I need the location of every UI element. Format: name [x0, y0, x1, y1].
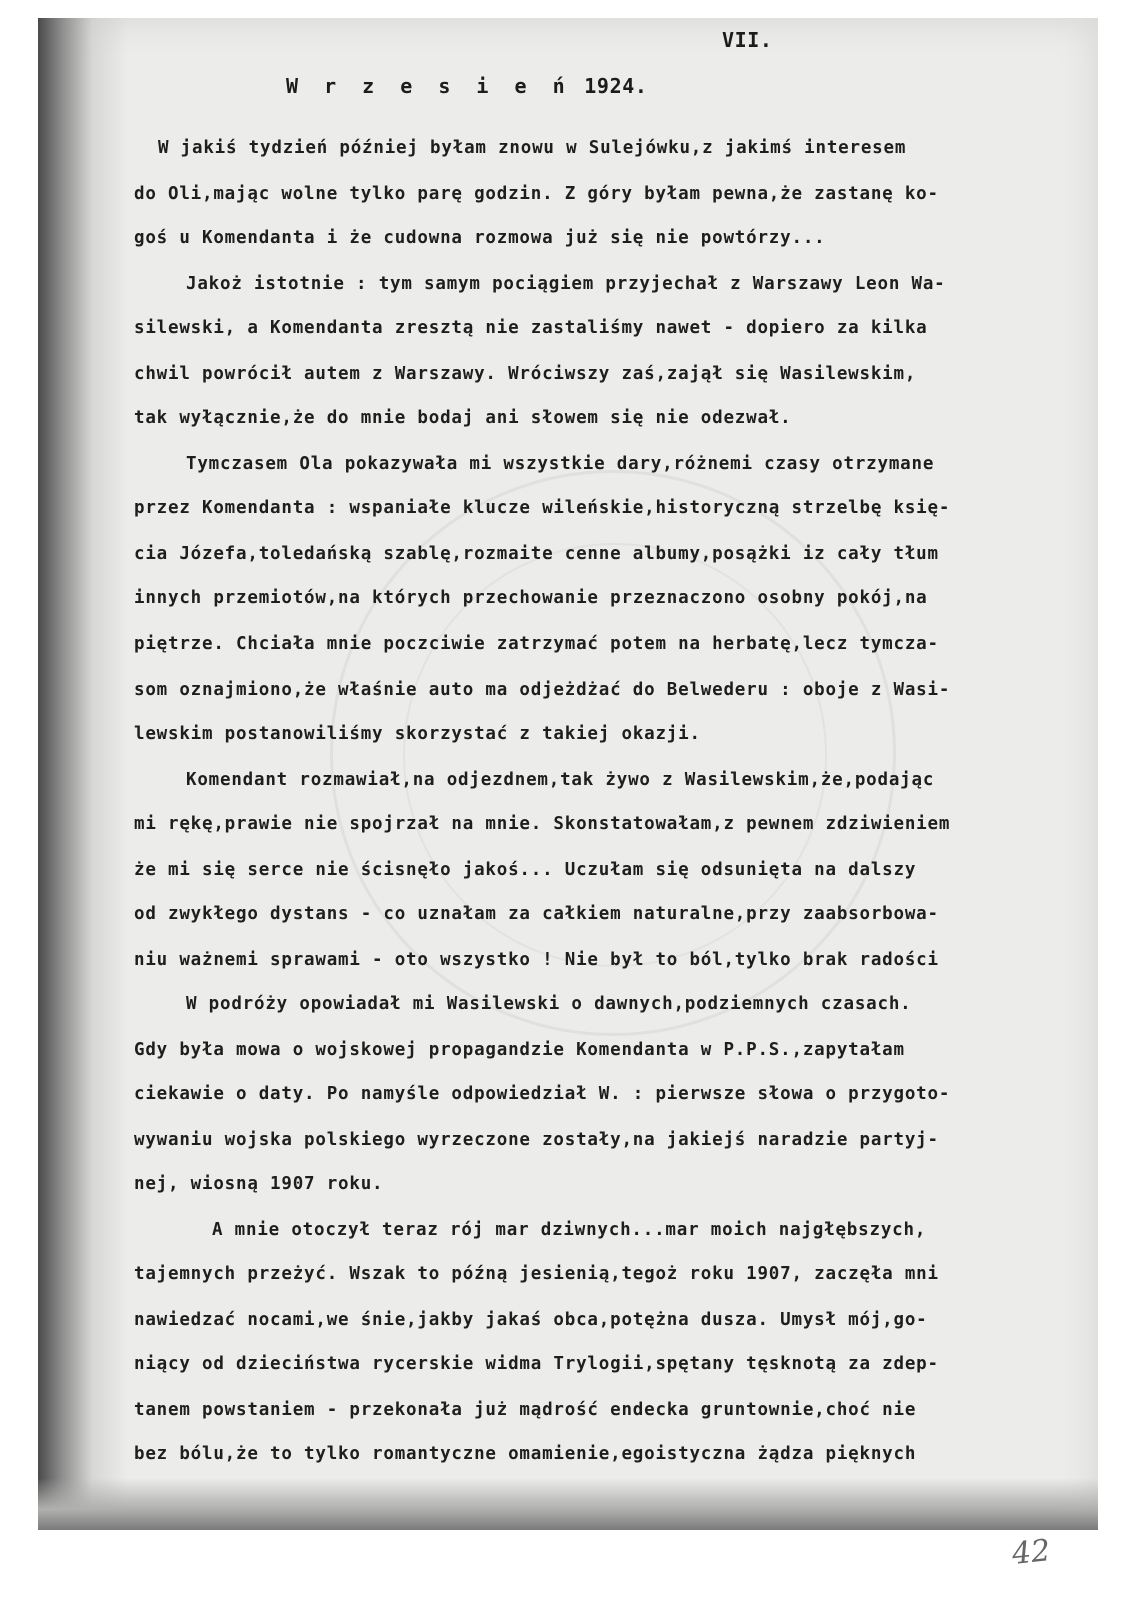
heading-year: 1924.: [584, 74, 648, 98]
text-line: niący od dzieciństwa rycerskie widma Trylogii,spętany tęsknotą za zdep-: [134, 1354, 939, 1374]
text-line: cia Józefa,toledańską szablę,rozmaite cenne albumy,posążki iz cały tłum: [134, 544, 939, 564]
document-heading: [286, 74, 648, 98]
heading-month: W r z e s i e ń: [286, 74, 572, 98]
text-line: silewski, a Komendanta zresztą nie zastaliśmy nawet - dopiero za kilka: [134, 318, 928, 338]
text-line: niu ważnemi sprawami - oto wszystko ! Nie był to ból,tylko brak radości: [134, 950, 939, 970]
scan-edge-shadow: [38, 18, 128, 1530]
text-line: wywaniu wojska polskiego wyrzeczone zostały,na jakiejś naradzie partyj-: [134, 1130, 939, 1150]
text-line: A mnie otoczył teraz rój mar dziwnych...mar moich najgłębszych,: [212, 1220, 927, 1240]
text-line: Jakoż istotnie : tym samym pociągiem przyjechał z Warszawy Leon Wa-: [186, 274, 946, 294]
text-line: od zwykłego dystans - co uznałam za całkiem naturalne,przy zaabsorbowa-: [134, 904, 939, 924]
scan-bottom-shadow: [38, 1478, 1098, 1530]
text-line: przez Komendanta : wspaniałe klucze wileńskie,historyczną strzelbę księ-: [134, 498, 951, 518]
text-line: mi rękę,prawie nie spojrzał na mnie. Skonstatowałam,z pewnem zdziwieniem: [134, 814, 951, 834]
text-line: lewskim postanowiliśmy skorzystać z takiej okazji.: [134, 724, 701, 744]
page-number: VII.: [722, 28, 773, 52]
text-line: W podróży opowiadał mi Wasilewski o dawnych,podziemnych czasach.: [186, 994, 912, 1014]
handwritten-folio-number: 42: [1010, 1533, 1052, 1572]
text-line: ciekawie o daty. Po namyśle odpowiedział W. : pierwsze słowa o przygoto-: [134, 1084, 951, 1104]
text-line: innych przemiotów,na których przechowanie przeznaczono osobny pokój,na: [134, 588, 928, 608]
text-line: Gdy była mowa o wojskowej propagandzie Komendanta w P.P.S.,zapytałam: [134, 1040, 905, 1060]
text-line: bez bólu,że to tylko romantyczne omamienie,egoistyczna żądza pięknych: [134, 1444, 917, 1464]
text-line: że mi się serce nie ścisnęło jakoś... Uczułam się odsunięta na dalszy: [134, 860, 917, 880]
text-line: W jakiś tydzień później byłam znowu w Sulejówku,z jakimś interesem: [158, 138, 907, 158]
text-line: tanem powstaniem - przekonała już mądrość endecka gruntownie,choć nie: [134, 1400, 917, 1420]
text-line: goś u Komendanta i że cudowna rozmowa już się nie powtórzy...: [134, 228, 826, 248]
text-line: Tymczasem Ola pokazywała mi wszystkie dary,różnemi czasy otrzymane: [186, 454, 935, 474]
text-line: nej, wiosną 1907 roku.: [134, 1174, 384, 1194]
text-line: tak wyłącznie,że do mnie bodaj ani słowem się nie odezwał.: [134, 408, 792, 428]
text-line: tajemnych przeżyć. Wszak to późną jesienią,tegoż roku 1907, zaczęła mni: [134, 1264, 939, 1284]
text-line: Komendant rozmawiał,na odjezdnem,tak żywo z Wasilewskim,że,podając: [186, 770, 935, 790]
text-line: som oznajmiono,że właśnie auto ma odjeżdżać do Belwederu : oboje z Wasi-: [134, 680, 951, 700]
text-line: do Oli,mając wolne tylko parę godzin. Z góry byłam pewna,że zastanę ko-: [134, 184, 939, 204]
text-line: piętrze. Chciała mnie poczciwie zatrzymać potem na herbatę,lecz tymcza-: [134, 634, 939, 654]
text-line: nawiedzać nocami,we śnie,jakby jakaś obca,potężna dusza. Umysł mój,go-: [134, 1310, 928, 1330]
text-line: chwil powrócił autem z Warszawy. Wróciwszy zaś,zajął się Wasilewskim,: [134, 364, 917, 384]
